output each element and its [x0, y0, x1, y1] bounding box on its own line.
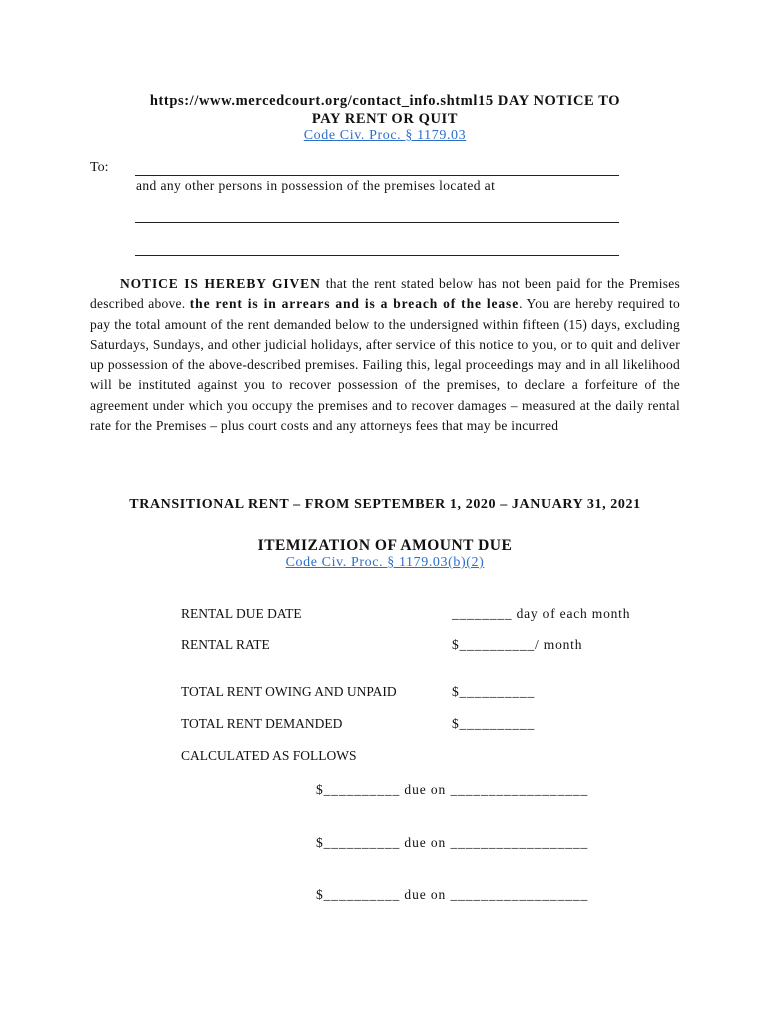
title-line-1: https://www.mercedcourt.org/contact_info.shtml15 DAY NOTICE TO: [149, 93, 621, 109]
notice-text-2: . You are hereby required to pay the total amount of the rent demanded below to the undersigned within fifteen (15) days, excluding Saturdays, Sundays, and other judicial holidays, after service of this notice to you, or to quit and deliver up possession of the above-described premises. Failing this, legal proceedings may and in all likelihood will be instituted against you to recover possession of the premises, to declare a forfeiture of the agreement under which you occupy the premises and to recover damages – measured at the daily rental rate for the Premises – plus court costs and any attorneys fees that may be incurred: [90, 296, 680, 434]
code-citation-link[interactable]: Code Civ. Proc. § 1179.03: [303, 128, 467, 143]
itemization-title: ITEMIZATION OF AMOUNT DUE: [257, 537, 513, 554]
to-label: To:: [90, 160, 109, 175]
notice-text-1: that the rent stated below has not been paid for the Premises described above.: [90, 276, 680, 312]
recipient-name-line[interactable]: [135, 175, 619, 176]
rental-rate-label: RENTAL RATE: [181, 637, 270, 652]
document-title: [60, 92, 710, 128]
premises-subtext: and any other persons in possession of the premises located at: [136, 178, 496, 193]
rental-due-date-field[interactable]: ________ day of each month: [452, 606, 631, 621]
total-rent-demanded-label: TOTAL RENT DEMANDED: [181, 716, 343, 731]
calc-line[interactable]: $__________ due on __________________: [316, 782, 589, 797]
premises-address-line-2[interactable]: [135, 255, 619, 256]
premises-address-line-1[interactable]: [135, 222, 619, 223]
calculated-as-follows-label: CALCULATED AS FOLLOWS: [181, 748, 357, 763]
total-rent-demanded-field[interactable]: $__________: [452, 716, 536, 731]
calc-line[interactable]: $__________ due on __________________: [316, 835, 589, 850]
transitional-rent-heading: TRANSITIONAL RENT – FROM SEPTEMBER 1, 2020 – JANUARY 31, 2021: [129, 497, 641, 512]
rental-rate-field[interactable]: $__________/ month: [452, 637, 583, 652]
rental-due-date-label: RENTAL DUE DATE: [181, 606, 302, 621]
notice-lead: NOTICE IS HEREBY GIVEN: [120, 276, 321, 291]
title-line-2: PAY RENT OR QUIT: [311, 111, 459, 127]
total-rent-owing-field[interactable]: $__________: [452, 684, 536, 699]
total-rent-owing-label: TOTAL RENT OWING AND UNPAID: [181, 684, 397, 699]
itemization-code-link[interactable]: Code Civ. Proc. § 1179.03(b)(2): [285, 555, 485, 570]
notice-paragraph: [90, 274, 680, 436]
calc-line[interactable]: $__________ due on __________________: [316, 887, 589, 902]
notice-arrears-statement: the rent is in arrears and is a breach of the lease: [189, 296, 520, 312]
